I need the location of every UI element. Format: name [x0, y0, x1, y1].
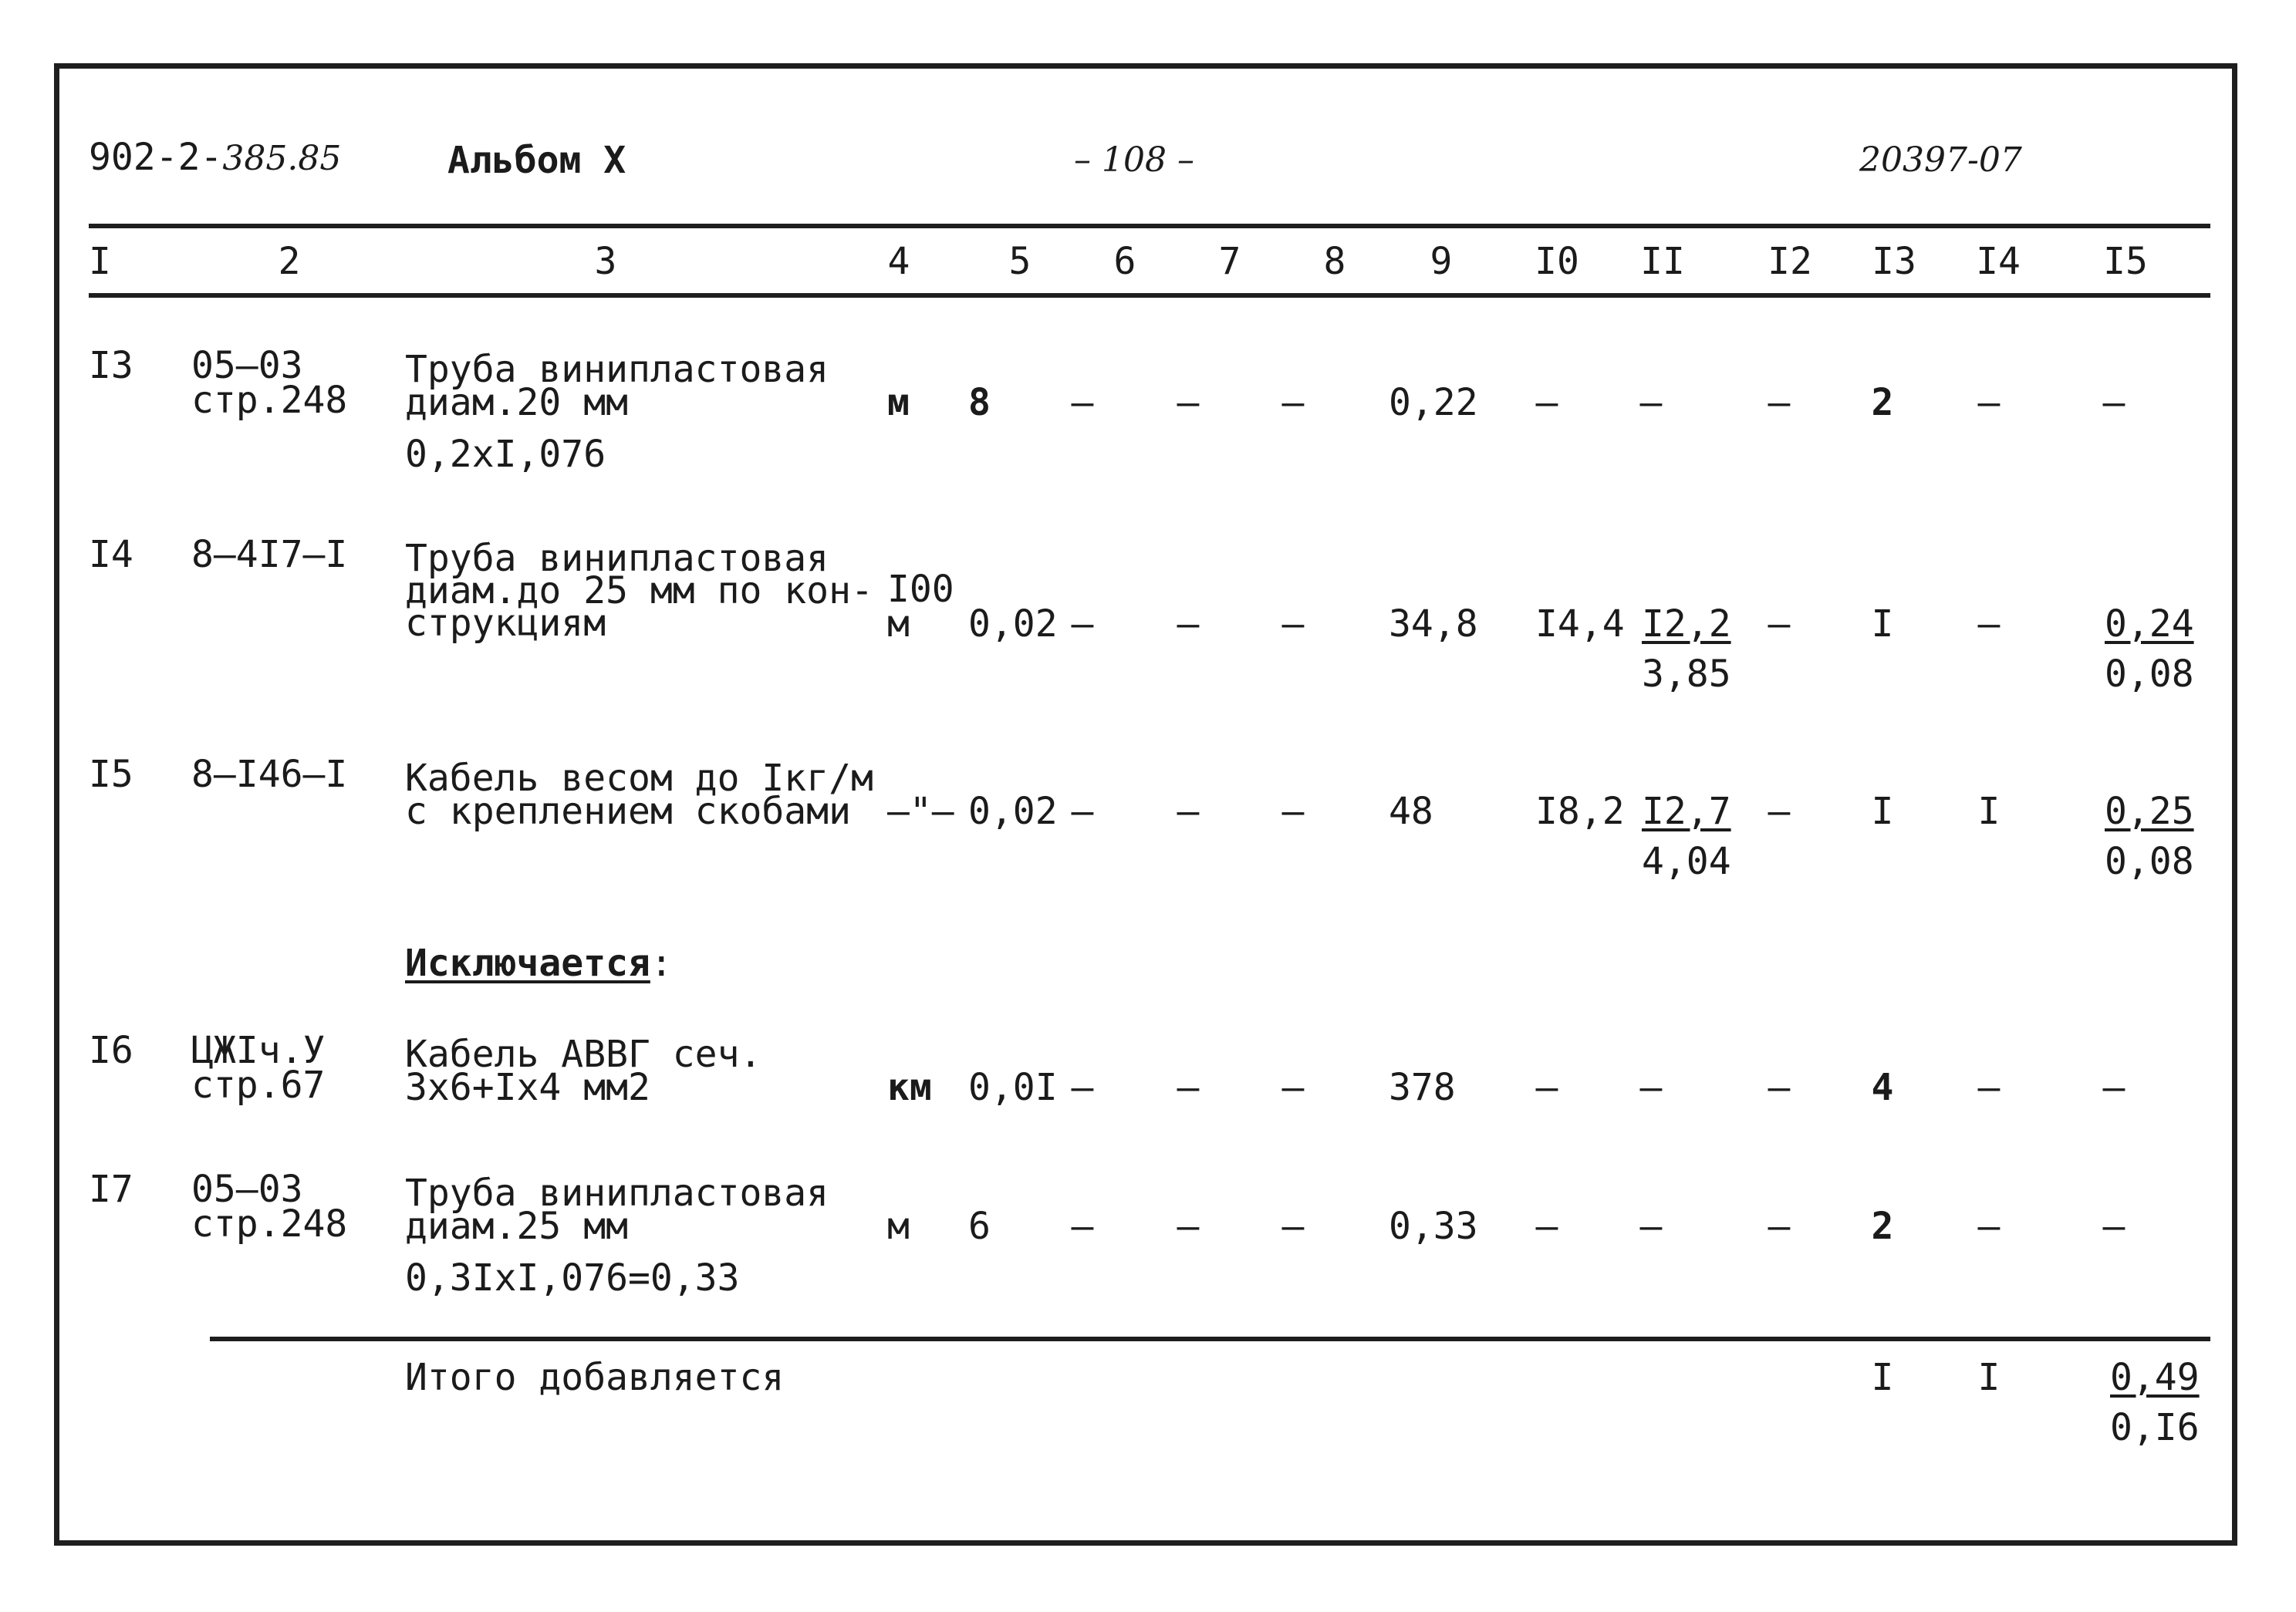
row-desc-line: Труба винипластовая: [405, 537, 829, 580]
excluded-heading-text: Исключается: [405, 942, 650, 985]
doc-code: [89, 136, 342, 179]
page-number: – 108 –: [1074, 140, 1194, 180]
column-header: 3: [594, 240, 617, 283]
row-number: I5: [89, 753, 133, 796]
cell-c11: I2,2: [1642, 602, 1731, 646]
cell-c13: I: [1871, 602, 1894, 646]
column-header: 5: [1008, 240, 1032, 283]
row-desc-line: Кабель весом до Iкг/м: [405, 757, 873, 800]
cell-c9: 0,22: [1389, 381, 1478, 424]
column-header: 7: [1218, 240, 1241, 283]
excluded-heading: [405, 942, 673, 985]
cell-c13: 2: [1871, 1205, 1894, 1248]
row-code-line: 05–03: [191, 344, 303, 387]
cell-c13: 2: [1871, 381, 1894, 424]
cell-c10: I4,4: [1535, 602, 1625, 646]
column-header: 2: [278, 240, 301, 283]
cell-c8: –: [1281, 1066, 1305, 1109]
column-header: I3: [1872, 240, 1916, 283]
header-rule-top: [89, 224, 2210, 228]
column-header: 4: [887, 240, 910, 283]
row-number: I6: [89, 1029, 133, 1072]
cell-c7: –: [1177, 602, 1200, 646]
cell-c5: 0,0I: [968, 1066, 1058, 1109]
cell-c8: –: [1281, 381, 1305, 424]
cell-c9: 34,8: [1389, 602, 1478, 646]
column-header: II: [1640, 240, 1685, 283]
row-unit: м: [887, 1205, 910, 1248]
cell-c12: –: [1768, 1066, 1791, 1109]
row-desc-line: диам.20 мм: [405, 381, 628, 424]
total-c13: I: [1871, 1356, 1894, 1399]
cell-c6: –: [1071, 1205, 1094, 1248]
cell-c8: –: [1281, 790, 1305, 833]
row-number: I3: [89, 344, 133, 387]
doc-code-printed: 902-2-: [89, 136, 223, 179]
cell-c7: –: [1177, 1066, 1200, 1109]
cell-c13: 4: [1871, 1066, 1894, 1109]
cell-c11: –: [1639, 381, 1663, 424]
column-header: I4: [1976, 240, 2021, 283]
row-calc: 0,3IxI,076=0,33: [405, 1256, 740, 1300]
row-unit: –"–: [887, 790, 954, 833]
total-label: Итого добавляется: [405, 1356, 785, 1399]
cell-c5: 0,02: [968, 790, 1058, 833]
cell-c15-denominator: 0,08: [2105, 653, 2194, 696]
cell-c14: –: [1977, 602, 2001, 646]
row-code-line: 05–03: [191, 1168, 303, 1211]
column-header: I2: [1768, 240, 1812, 283]
cell-c9: 48: [1389, 790, 1433, 833]
cell-c7: –: [1177, 1205, 1200, 1248]
row-code-line: 8–4I7–I: [191, 533, 348, 576]
page-frame: [54, 63, 2237, 1546]
column-header: I5: [2103, 240, 2148, 283]
cell-c7: –: [1177, 790, 1200, 833]
cell-c10: –: [1535, 1066, 1558, 1109]
row-desc-line: диам.25 мм: [405, 1205, 628, 1248]
column-header: 6: [1113, 240, 1136, 283]
cell-c12: –: [1768, 602, 1791, 646]
row-unit: I00: [887, 568, 954, 611]
cell-c5: 8: [968, 381, 991, 424]
row-number: I7: [89, 1168, 133, 1211]
cell-c11-denominator: 3,85: [1642, 653, 1731, 696]
total-c15-denominator: 0,I6: [2110, 1406, 2200, 1449]
row-desc-line: 3х6+Iх4 мм2: [405, 1066, 650, 1109]
column-header: 9: [1430, 240, 1453, 283]
cell-c15: 0,24: [2105, 602, 2194, 646]
cell-c6: –: [1071, 1066, 1094, 1109]
column-header: 8: [1323, 240, 1346, 283]
cell-c14: I: [1977, 790, 2001, 833]
cell-c14: –: [1977, 1205, 2001, 1248]
cell-c7: –: [1177, 381, 1200, 424]
cell-c14: –: [1977, 381, 2001, 424]
total-c14: I: [1977, 1356, 2001, 1399]
cell-c9: 378: [1389, 1066, 1456, 1109]
row-desc-line: Труба винипластовая: [405, 1172, 829, 1215]
cell-c8: –: [1281, 602, 1305, 646]
excluded-heading-colon: :: [650, 942, 673, 985]
cell-c13: I: [1871, 790, 1894, 833]
cell-c11: –: [1639, 1205, 1663, 1248]
cell-c12: –: [1768, 1205, 1791, 1248]
cell-c11-denominator: 4,04: [1642, 840, 1731, 883]
column-header: I0: [1535, 240, 1579, 283]
cell-c15: –: [2102, 1205, 2125, 1248]
row-unit: м: [887, 602, 910, 646]
cell-c5: 0,02: [968, 602, 1058, 646]
cell-c8: –: [1281, 1205, 1305, 1248]
cell-c10: –: [1535, 381, 1558, 424]
cell-c12: –: [1768, 790, 1791, 833]
cell-c10: –: [1535, 1205, 1558, 1248]
cell-c15-denominator: 0,08: [2105, 840, 2194, 883]
cell-c6: –: [1071, 790, 1094, 833]
row-code-line: стр.248: [191, 379, 348, 422]
doc-code-handwritten: 385.85: [222, 139, 342, 178]
cell-c9: 0,33: [1389, 1205, 1478, 1248]
row-calc: 0,2xI,076: [405, 433, 606, 476]
total-rule: [210, 1337, 2210, 1341]
cell-c10: I8,2: [1535, 790, 1625, 833]
cell-c15: –: [2102, 381, 2125, 424]
row-code-line: стр.248: [191, 1202, 348, 1246]
cell-c11: –: [1639, 1066, 1663, 1109]
row-code-line: ЦЖIч.У: [191, 1029, 326, 1072]
row-desc-line: Труба винипластовая: [405, 348, 829, 391]
album-title: Альбом X: [447, 139, 626, 182]
row-desc-line: с креплением скобами: [405, 790, 851, 833]
cell-c14: –: [1977, 1066, 2001, 1109]
cell-c6: –: [1071, 381, 1094, 424]
row-unit: км: [887, 1066, 932, 1109]
sheet-number: 20397-07: [1859, 140, 2022, 180]
total-c15: 0,49: [2110, 1356, 2200, 1399]
cell-c6: –: [1071, 602, 1094, 646]
row-desc-line: диам.до 25 мм по кон-: [405, 569, 873, 612]
row-code-line: 8–I46–I: [191, 753, 348, 796]
cell-c15: 0,25: [2105, 790, 2194, 833]
cell-c11: I2,7: [1642, 790, 1731, 833]
header-rule-bottom: [89, 293, 2210, 298]
row-code-line: стр.67: [191, 1064, 326, 1107]
row-desc-line: Кабель АВВГ сеч.: [405, 1033, 762, 1076]
row-desc-line: струкциям: [405, 602, 606, 645]
row-number: I4: [89, 533, 133, 576]
column-header: I: [89, 240, 111, 283]
cell-c15: –: [2102, 1066, 2125, 1109]
cell-c5: 6: [968, 1205, 991, 1248]
cell-c12: –: [1768, 381, 1791, 424]
row-unit: м: [887, 381, 910, 424]
